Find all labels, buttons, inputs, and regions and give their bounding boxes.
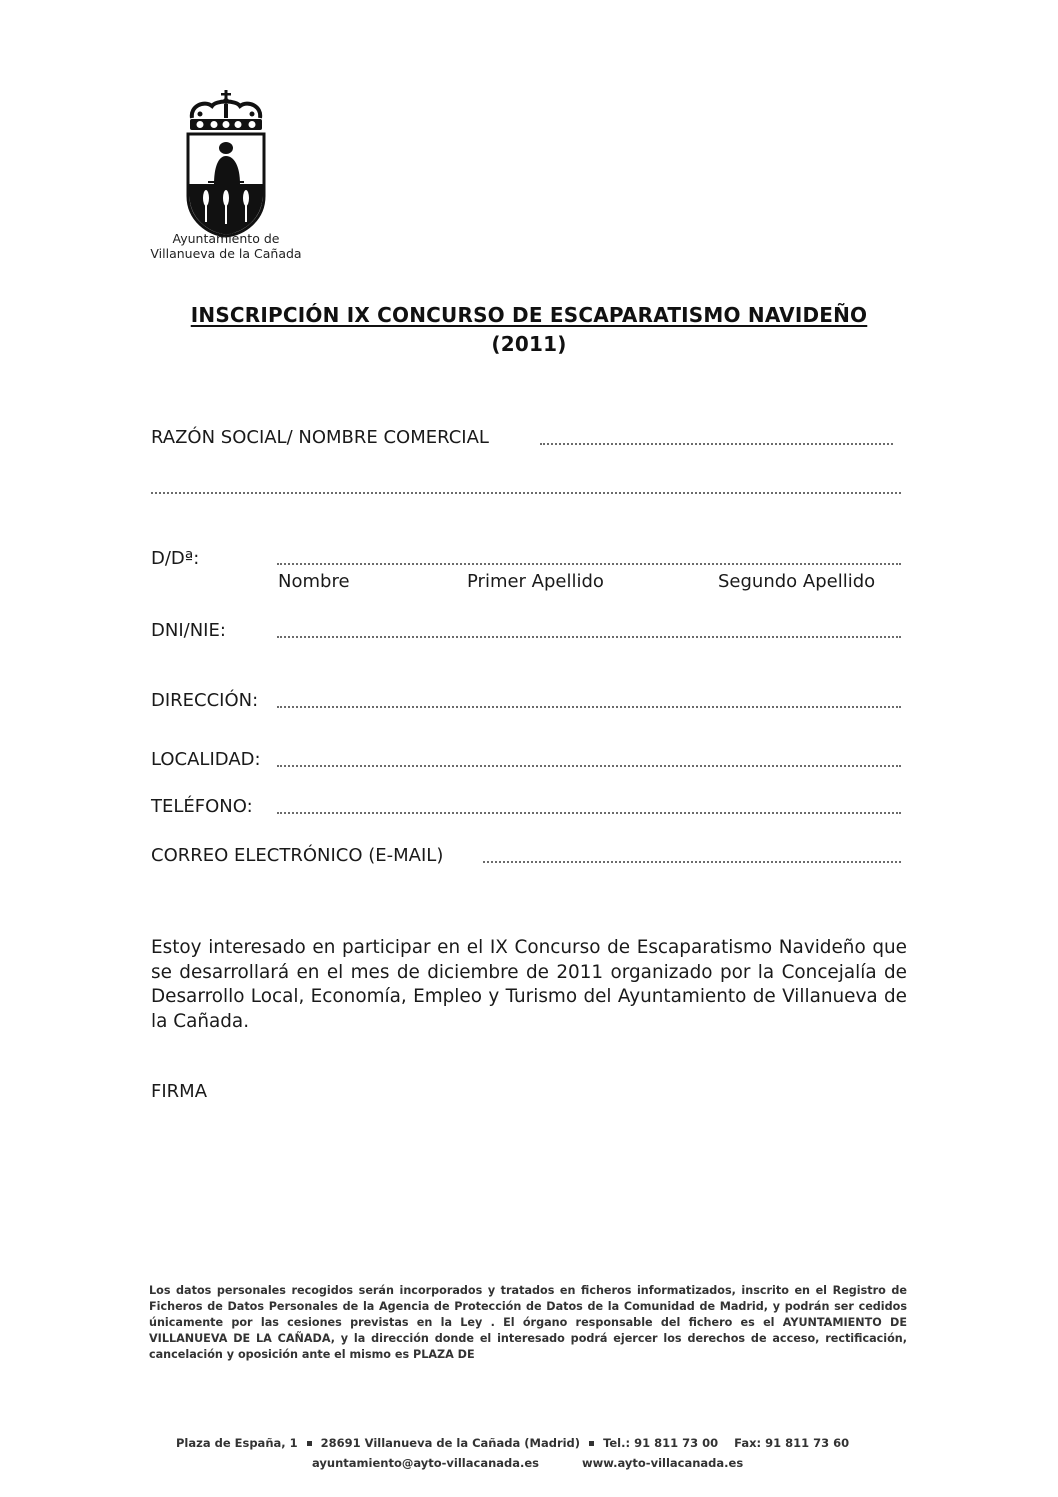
direccion-label: DIRECCIÓN: [151, 690, 259, 711]
email-label: CORREO ELECTRÓNICO (E-MAIL) [151, 845, 444, 866]
name-field[interactable] [277, 563, 901, 565]
localidad-label: LOCALIDAD: [151, 749, 261, 770]
name-label: D/Dª: [151, 548, 200, 569]
footer-fax: Fax: 91 811 73 60 [734, 1436, 850, 1450]
page-subtitle-year: (2011) [491, 332, 567, 356]
dni-field[interactable] [277, 636, 901, 638]
telefono-label: TELÉFONO: [151, 796, 253, 817]
telefono-field[interactable] [277, 812, 901, 814]
email-field[interactable] [483, 861, 901, 863]
privacy-notice: Los datos personales recogidos serán incorporados y tratados en ficheros informatizados, inscrito en el Registro de Ficheros de Datos Personales de la Agencia de Protección de Datos de la Comunidad de Madrid, y podrán ser cedidos únicamente por las cesiones previstas en la Ley . El órgano responsable del fichero es el AYUNTAMIENTO DE VILLANUEVA DE LA CAÑADA, y la dirección donde el interesado podrá ejercer los derechos de acceso, rectificación, cancelación y oposición ante el mismo es PLAZA DE [149, 1284, 907, 1361]
footer-email[interactable]: ayuntamiento@ayto-villacanada.es [312, 1456, 540, 1470]
footer-address: Plaza de España, 1 [176, 1436, 298, 1450]
footer-city: 28691 Villanueva de la Cañada (Madrid) [320, 1436, 581, 1450]
razon-social-field[interactable] [540, 443, 893, 445]
name-sub-primer-apellido: Primer Apellido [467, 571, 604, 592]
localidad-field[interactable] [277, 765, 901, 767]
separator-square-icon [589, 1441, 594, 1446]
logo-line-2: Villanueva de la Cañada [150, 246, 302, 261]
declaration-paragraph: Estoy interesado en participar en el IX Concurso de Escaparatismo Navideño que se desarrollará en el mes de diciembre de 2011 organizado por la Concejalía de Desarrollo Local, Economía, Empleo y Turismo del Ayuntamiento de Villanueva de la Cañada. [151, 937, 907, 1032]
footer-phone: Tel.: 91 811 73 00 [603, 1436, 719, 1450]
razon-social-field-line2[interactable] [151, 492, 901, 494]
separator-square-icon [307, 1441, 312, 1446]
page-title: INSCRIPCIÓN IX CONCURSO DE ESCAPARATISMO NAVIDEÑO [190, 303, 868, 327]
name-sub-nombre: Nombre [278, 571, 350, 592]
dni-label: DNI/NIE: [151, 620, 226, 641]
coat-of-arms-icon [184, 88, 268, 238]
razon-social-label: RAZÓN SOCIAL/ NOMBRE COMERCIAL [151, 427, 489, 448]
footer-contact-line [176, 1436, 849, 1450]
footer-web-link[interactable]: www.ayto-villacanada.es [582, 1456, 744, 1470]
logo-line-1: Ayuntamiento de [172, 231, 280, 246]
firma-label: FIRMA [151, 1081, 208, 1102]
name-sub-segundo-apellido: Segundo Apellido [718, 571, 876, 592]
direccion-field[interactable] [277, 706, 901, 708]
